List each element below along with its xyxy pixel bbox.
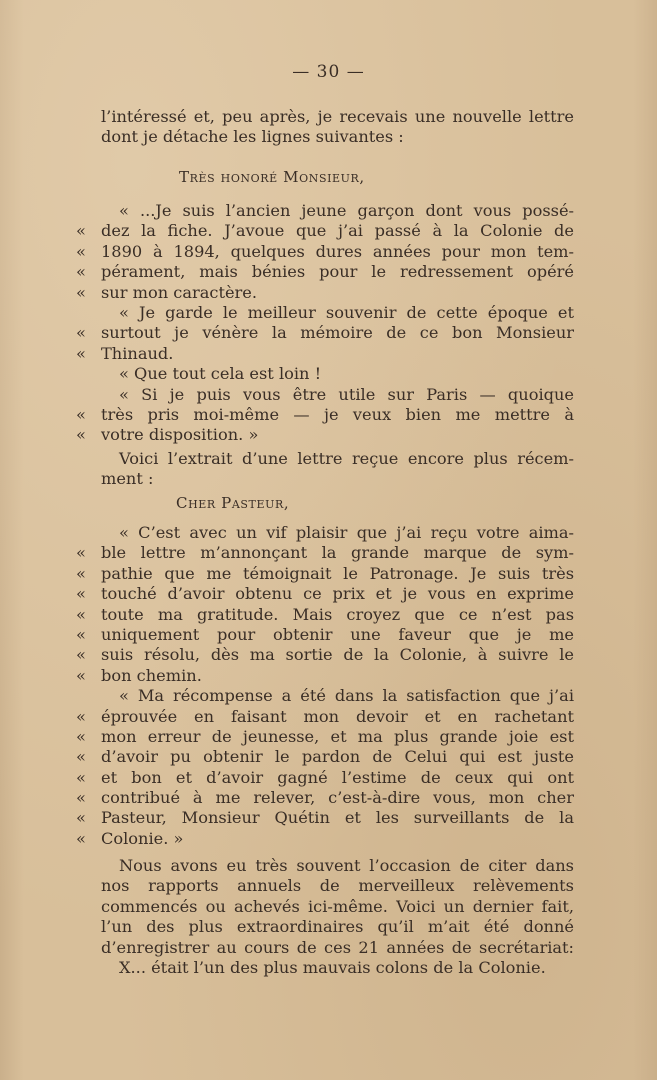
closing-text: commencés ou achevés ici-même. Voici un dernier fait, — [101, 896, 574, 916]
second-letter-line — [76, 584, 574, 604]
first-letter-line — [76, 323, 574, 343]
closing-line — [101, 856, 574, 876]
salutation-cher-pasteur: Cher Pasteur, — [176, 494, 290, 512]
first-letter-quote — [76, 201, 574, 446]
second-letter-text: Colonie. » — [101, 828, 184, 848]
continuation-quote-mark: « — [76, 425, 86, 445]
continuation-quote-mark: « — [76, 747, 86, 767]
second-letter-line — [76, 665, 574, 686]
closing-line — [101, 876, 574, 896]
page-number: — 30 — — [292, 62, 365, 82]
second-letter-text: suis résolu, dès ma sortie de la Colonie, à suivre le — [101, 645, 574, 665]
bridge-line — [101, 469, 574, 489]
second-letter-line — [76, 645, 574, 665]
closing-line — [101, 917, 574, 937]
first-letter-line — [101, 303, 574, 323]
first-letter-line — [76, 404, 574, 425]
salutation-tres-honore: Très honoré Monsieur, — [179, 168, 365, 186]
continuation-quote-mark: « — [76, 323, 86, 343]
first-letter-line — [76, 425, 574, 445]
first-letter-text: très pris moi-même — je veux bien me mettre à — [101, 404, 574, 424]
second-letter-line — [76, 706, 574, 727]
closing-line — [101, 897, 574, 917]
closing-paragraph — [101, 856, 574, 978]
closing-text: d’enregistrer au cours de ces 21 années de secrétariat: — [101, 937, 574, 957]
bridge-text: Voici l’extrait d’une lettre reçue encore plus récem- — [119, 449, 574, 468]
second-letter-text: « C’est avec un vif plaisir que j’ai reçu votre aima- — [119, 523, 574, 542]
continuation-quote-mark: « — [76, 604, 86, 624]
second-letter-text: éprouvée en faisant mon devoir et en rachetant — [101, 706, 574, 726]
first-letter-line — [76, 221, 574, 241]
continuation-quote-mark: « — [76, 665, 86, 685]
second-letter-text: pathie que me témoignait le Patronage. Je suis très — [101, 563, 574, 583]
continuation-quote-mark: « — [76, 828, 86, 848]
second-letter-text: d’avoir pu obtenir le pardon de Celui qui est juste — [101, 747, 574, 767]
continuation-quote-mark: « — [76, 624, 86, 644]
continuation-quote-mark: « — [76, 404, 86, 424]
second-letter-text: Pasteur, Monsieur Quétin et les surveillants de la — [101, 808, 574, 828]
bridge-line — [101, 449, 574, 469]
second-letter-line — [101, 686, 574, 706]
closing-line — [101, 938, 574, 958]
first-letter-line — [76, 343, 574, 364]
first-letter-text: surtout je vénère la mémoire de ce bon Monsieur — [101, 323, 574, 343]
intro-paragraph — [101, 107, 574, 148]
first-letter-text: votre disposition. » — [101, 425, 259, 445]
first-letter-text: dez la fiche. J’avoue que j’ai passé à la Colonie de — [101, 221, 574, 241]
intro-text: dont je détache les lignes suivantes : — [101, 127, 404, 147]
second-letter-line — [76, 767, 574, 788]
first-letter-text: « ...Je suis l’ancien jeune garçon dont vous possé- — [119, 201, 574, 220]
second-letter-text: et bon et d’avoir gagné l’estime de ceux qui ont — [101, 767, 574, 787]
first-letter-line — [76, 262, 574, 282]
continuation-quote-mark: « — [76, 241, 86, 261]
first-letter-line — [76, 282, 574, 303]
continuation-quote-mark: « — [76, 767, 86, 787]
closing-line — [101, 958, 574, 978]
closing-text: Nous avons eu très souvent l’occasion de citer dans — [119, 856, 574, 875]
second-letter-text: uniquement pour obtenir une faveur que je me — [101, 624, 574, 644]
first-letter-line — [101, 201, 574, 221]
intro-text: l’intéressé et, peu après, je recevais une nouvelle lettre — [101, 107, 574, 126]
intro-line — [101, 127, 574, 147]
first-letter-line — [101, 364, 574, 384]
second-letter-text: ble lettre m’annonçant la grande marque de sym- — [101, 543, 574, 563]
bridge-text: ment : — [101, 469, 154, 489]
first-letter-text: « Que tout cela est loin ! — [119, 364, 322, 384]
second-letter-text: toute ma gratitude. Mais croyez que ce n’est pas — [101, 604, 574, 624]
closing-text: l’un des plus extraordinaires qu’il m’ait été donné — [101, 917, 574, 937]
continuation-quote-mark: « — [76, 726, 86, 746]
closing-text: X... était l’un des plus mauvais colons de la Colonie. — [119, 957, 546, 977]
first-letter-text: 1890 à 1894, quelques dures années pour mon tem- — [101, 241, 574, 261]
continuation-quote-mark: « — [76, 706, 86, 726]
second-letter-line — [76, 788, 574, 808]
second-letter-line — [76, 747, 574, 767]
first-letter-line — [76, 241, 574, 262]
first-letter-text: pérament, mais bénies pour le redressement opéré — [101, 262, 574, 282]
continuation-quote-mark: « — [76, 645, 86, 665]
second-letter-text: contribué à me relever, c’est-à-dire vous, mon cher — [101, 788, 574, 808]
continuation-quote-mark: « — [76, 262, 86, 282]
intro-line — [101, 107, 574, 127]
second-letter-text: bon chemin. — [101, 665, 202, 685]
second-letter-line — [101, 523, 574, 543]
second-letter-line — [76, 726, 574, 747]
bridge-paragraph — [101, 449, 574, 490]
second-letter-text: touché d’avoir obtenu ce prix et je vous en exprime — [101, 584, 574, 604]
continuation-quote-mark: « — [76, 543, 86, 563]
second-letter-line — [76, 563, 574, 584]
continuation-quote-mark: « — [76, 563, 86, 583]
continuation-quote-mark: « — [76, 808, 86, 828]
first-letter-text: « Si je puis vous être utile sur Paris — quoique — [119, 384, 574, 404]
first-letter-line — [101, 385, 574, 405]
second-letter-text: mon erreur de jeunesse, et ma plus grande joie est — [101, 726, 574, 746]
second-letter-line — [76, 543, 574, 563]
continuation-quote-mark: « — [76, 788, 86, 808]
first-letter-text: « Je garde le meilleur souvenir de cette époque et — [119, 302, 574, 322]
first-letter-text: sur mon caractère. — [101, 282, 258, 302]
second-letter-quote — [76, 523, 574, 849]
closing-text: nos rapports annuels de merveilleux relèvements — [101, 876, 574, 896]
continuation-quote-mark: « — [76, 282, 86, 302]
first-letter-text: Thinaud. — [101, 343, 174, 363]
second-letter-line — [76, 828, 574, 849]
continuation-quote-mark: « — [76, 584, 86, 604]
second-letter-line — [76, 604, 574, 625]
second-letter-text: « Ma récompense a été dans la satisfaction que j’ai — [119, 686, 574, 706]
second-letter-line — [76, 624, 574, 645]
continuation-quote-mark: « — [76, 343, 86, 363]
continuation-quote-mark: « — [76, 221, 86, 241]
second-letter-line — [76, 808, 574, 828]
